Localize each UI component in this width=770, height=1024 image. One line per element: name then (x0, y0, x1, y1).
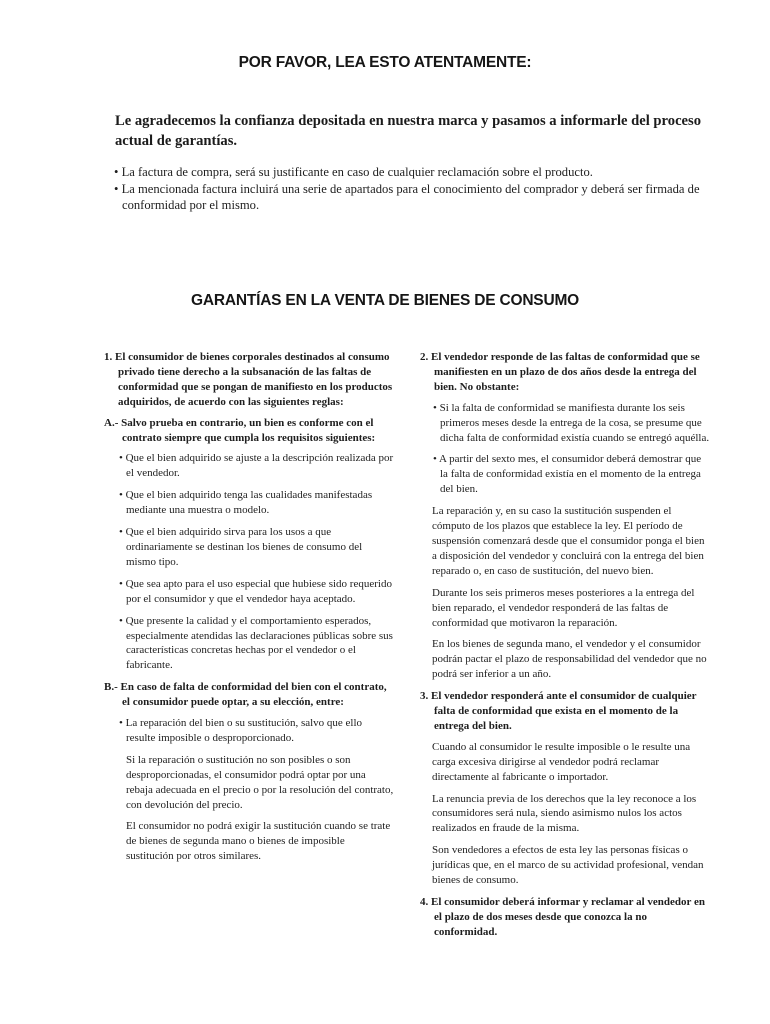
clause-3-paragraph: Son vendedores a efectos de esta ley las personas físicas o jurídicas que, en el marco de su actividad profesional, vendan bienes de consumo. (432, 844, 704, 887)
clause-a-bullet: • Que el bien adquirido tenga las cualidades manifestadas mediante una muestra o modelo. (104, 488, 394, 518)
clause-2-paragraph: Durante los seis primeros meses posteriores a la entrega del bien reparado, el vendedor responderá de las faltas de conformidad que motivaron la reparación. (432, 586, 695, 629)
clause-a-bullet: • Que el bien adquirido sirva para los usos a que ordinariamente se destinan los bienes de consumo del mismo tipo. (104, 525, 394, 570)
clause-a-heading: A.- Salvo prueba en contrario, un bien es conforme con el contrato siempre que cumpla los requisitos siguientes: (104, 416, 376, 444)
clause-b-heading: B.- En caso de falta de conformidad del bien con el contrato, el consumidor puede optar, a su elección, entre: (104, 681, 387, 709)
intro-lead-text: Le agradecemos la confianza depositada en nuestra marca y pasamos a informarle del proceso actual de garantías. (115, 113, 701, 149)
clause-4-heading: 4. El consumidor deberá informar y reclamar al vendedor en el plazo de dos meses desde que conozca la no conformidad. (420, 896, 705, 938)
clause-a-bullet: • Que sea apto para el uso especial que hubiese sido requerido por el consumidor y que el vendedor haya aceptado. (104, 577, 394, 607)
clause-2-heading: 2. El vendedor responde de las faltas de conformidad que se manifiesten en un plazo de dos años desde la entrega del bien. No obstante: (420, 351, 700, 393)
clause-a-bullet: • Que presente la calidad y el comportamiento esperados, especialmente atendidas las declaraciones públicas sobre sus características concretas hechas por el vendedor o el fabricante. (104, 614, 394, 674)
clause-1-heading: 1. El consumidor de bienes corporales destinados al consumo privado tiene derecho a la subsanación de las faltas de conformidad que se pongan de manifiesto en los productos adquiridos, de acuerdo con las siguientes reglas: (104, 351, 393, 408)
clause-2-paragraph: En los bienes de segunda mano, el vendedor y el consumidor podrán pactar el plazo de responsabilidad del vendedor que no podrá ser inferior a un año. (432, 638, 707, 681)
clause-3-heading: 3. El vendedor responderá ante el consumidor de cualquier falta de conformidad que exista en el momento de la entrega del bien. (420, 690, 697, 732)
clause-a-bullet: • Que el bien adquirido se ajuste a la descripción realizada por el vendedor. (104, 451, 394, 481)
intro-bullet: • La factura de compra, será su justificante en caso de cualquier reclamación sobre el producto. (114, 164, 724, 181)
clause-3-paragraph: Cuando al consumidor le resulte imposible o le resulte una carga excesiva dirigirse al vendedor podrá reclamar directamente al fabricante o importador. (432, 740, 691, 783)
clause-2-bullet: • A partir del sexto mes, el consumidor deberá demostrar que la falta de conformidad existía en el momento de la entrega del bien. (420, 452, 710, 497)
clause-b-bullet: • La reparación del bien o su sustitución, salvo que ello resulte imposible o desproporcionado. (104, 716, 394, 746)
right-column (420, 350, 710, 946)
clause-b-paragraph: El consumidor no podrá exigir la sustitución cuando se trate de bienes de segunda mano o bienes de imposible sustitución por otros similares. (126, 820, 391, 863)
page-title: POR FAVOR, LEA ESTO ATENTAMENTE: (238, 54, 532, 71)
intro-bullet-list (114, 164, 724, 214)
left-column (104, 350, 394, 871)
clause-2-paragraph: La reparación y, en su caso la sustitución suspenden el cómputo de los plazos que establece la ley. El período de suspensión comenzará desde que el consumidor ponga el bien a disposición del vendedor y concluirá con la entrega del bien reparado o, en caso de sustitución, del nuevo bien. (432, 505, 705, 577)
intro-bullet: • La mencionada factura incluirá una serie de apartados para el conocimiento del comprador y deberá ser firmada de conformidad por el mismo. (114, 181, 724, 214)
clause-2-bullet: • Si la falta de conformidad se manifiesta durante los seis primeros meses desde la entrega de la cosa, se presume que dicha falta de conformidad existía cuando se entregó aquélla. (420, 401, 710, 446)
clause-3-paragraph: La renuncia previa de los derechos que la ley reconoce a los consumidores será nula, siendo asimismo nulos los actos realizados en fraude de la misma. (432, 792, 697, 835)
clause-b-paragraph: Si la reparación o sustitución no son posibles o son desproporcionadas, el consumidor podrá optar por una rebaja adecuada en el precio o por la resolución del contrato, con devolución del precio. (126, 753, 394, 811)
section-title: GARANTÍAS EN LA VENTA DE BIENES DE CONSUMO (190, 292, 580, 309)
